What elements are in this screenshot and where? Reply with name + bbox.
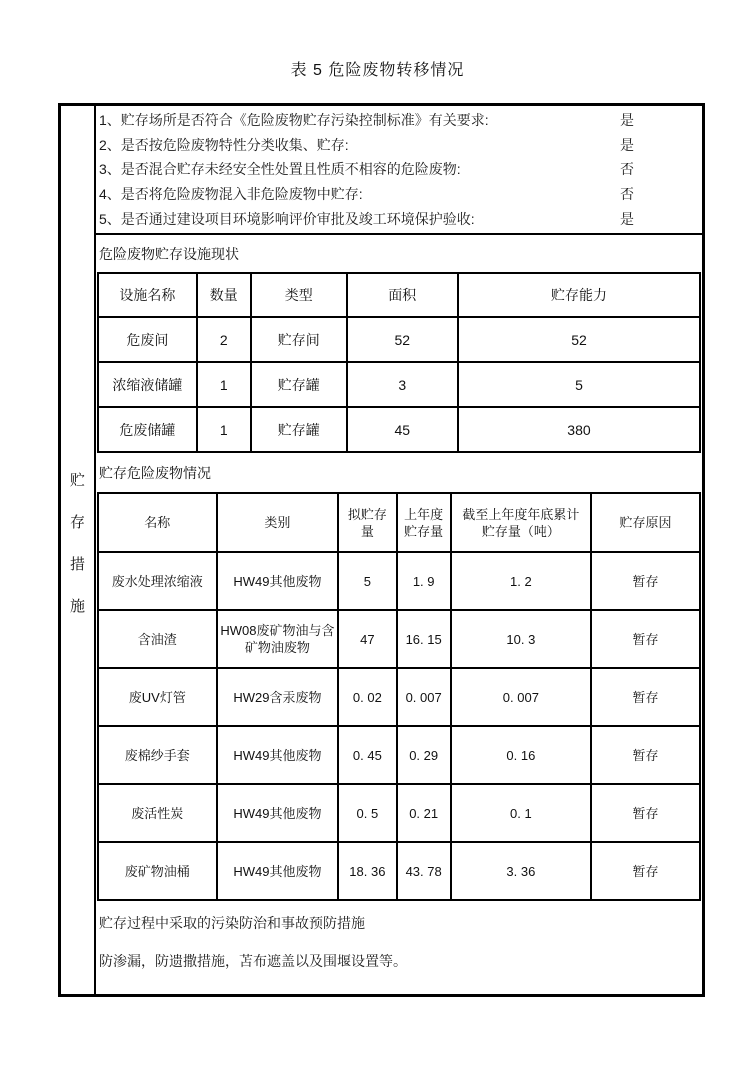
table-cell: 52 <box>347 317 458 362</box>
checklist-question: 5、是否通过建设项目环境影响评价审批及竣工环境保护验收: <box>99 210 475 227</box>
table-cell: 废活性炭 <box>98 784 217 842</box>
column-header: 截至上年度年底累计贮存量（吨） <box>451 493 591 552</box>
sidebar-char: 存 <box>69 513 85 531</box>
table-cell: 废水处理浓缩液 <box>98 552 217 610</box>
table-cell: 47 <box>338 610 396 668</box>
checklist-item <box>99 137 702 153</box>
table-row <box>98 726 700 784</box>
facilities-header-row <box>98 273 700 317</box>
table-row <box>98 362 700 407</box>
table-cell: 贮存间 <box>251 317 347 362</box>
table-cell: 0. 007 <box>451 668 591 726</box>
table-cell: 16. 15 <box>397 610 451 668</box>
table-main-area <box>96 106 702 994</box>
facilities-section-label: 危险废物贮存设施现状 <box>99 245 239 262</box>
table-cell: 危废间 <box>98 317 197 362</box>
compliance-checklist <box>96 106 702 235</box>
table-cell: 贮存罐 <box>251 362 347 407</box>
table-cell: 0. 1 <box>451 784 591 842</box>
checklist-item <box>99 211 702 227</box>
table-cell: 暂存 <box>591 784 700 842</box>
table-cell: 1 <box>197 407 251 452</box>
table-row <box>98 668 700 726</box>
facilities-table <box>97 272 701 453</box>
table-cell: 0. 5 <box>338 784 396 842</box>
prevention-measures-section <box>96 901 702 994</box>
table-cell: 暂存 <box>591 726 700 784</box>
column-header: 名称 <box>98 493 217 552</box>
table-cell: 废矿物油桶 <box>98 842 217 900</box>
table-row <box>98 610 700 668</box>
table-cell: HW49其他废物 <box>217 842 339 900</box>
stored-waste-table <box>97 492 701 901</box>
column-header: 面积 <box>347 273 458 317</box>
checklist-item <box>99 161 702 177</box>
column-header: 拟贮存量 <box>338 493 396 552</box>
table-cell: HW08废矿物油与含矿物油废物 <box>217 610 339 668</box>
table-cell: 43. 78 <box>397 842 451 900</box>
table-cell: 380 <box>458 407 700 452</box>
table-cell: 1. 9 <box>397 552 451 610</box>
checklist-question: 1、贮存场所是否符合《危险废物贮存污染控制标准》有关要求: <box>99 112 489 129</box>
table-row <box>98 784 700 842</box>
checklist-answer: 是 <box>620 112 634 129</box>
table-cell: 废棉纱手套 <box>98 726 217 784</box>
table-cell: 暂存 <box>591 842 700 900</box>
checklist-item <box>99 112 702 128</box>
sidebar-char: 贮 <box>69 471 85 489</box>
table-cell: 0. 16 <box>451 726 591 784</box>
measures-content: 防渗漏，防遗撒措施，苫布遮盖以及围堰设置等。 <box>99 953 407 969</box>
checklist-answer: 是 <box>620 136 634 153</box>
table-row <box>98 552 700 610</box>
table-cell: 10. 3 <box>451 610 591 668</box>
table-cell: 52 <box>458 317 700 362</box>
checklist-question: 4、是否将危险废物混入非危险废物中贮存: <box>99 186 363 203</box>
table-row <box>98 317 700 362</box>
checklist-item <box>99 186 702 202</box>
hazardous-waste-table <box>58 103 705 997</box>
table-cell: 暂存 <box>591 552 700 610</box>
column-header: 数量 <box>197 273 251 317</box>
table-cell: HW29含汞废物 <box>217 668 339 726</box>
table-cell: 浓缩液储罐 <box>98 362 197 407</box>
table-cell: 45 <box>347 407 458 452</box>
table-cell: 0. 29 <box>397 726 451 784</box>
sidebar-char: 施 <box>69 597 85 615</box>
table-cell: 暂存 <box>591 668 700 726</box>
table-cell: HW49其他废物 <box>217 552 339 610</box>
table-cell: HW49其他废物 <box>217 726 339 784</box>
table-cell: HW49其他废物 <box>217 784 339 842</box>
table-cell: 5 <box>338 552 396 610</box>
checklist-question: 2、是否按危险废物特性分类收集、贮存: <box>99 136 349 153</box>
page-title: 表 5 危险废物转移情况 <box>290 62 465 79</box>
table-row <box>98 842 700 900</box>
table-cell: 3 <box>347 362 458 407</box>
table-cell: 1 <box>197 362 251 407</box>
sidebar-char: 措 <box>69 555 85 573</box>
table-cell: 1. 2 <box>451 552 591 610</box>
column-header: 类型 <box>251 273 347 317</box>
table-cell: 危废储罐 <box>98 407 197 452</box>
table-cell: 5 <box>458 362 700 407</box>
column-header: 上年度贮存量 <box>397 493 451 552</box>
table-cell: 暂存 <box>591 610 700 668</box>
row-header-storage-measures <box>61 106 96 994</box>
waste-header-row <box>98 493 700 552</box>
table-cell: 废UV灯管 <box>98 668 217 726</box>
table-cell: 0. 007 <box>397 668 451 726</box>
checklist-answer: 否 <box>620 161 634 178</box>
table-cell: 含油渣 <box>98 610 217 668</box>
table-cell: 18. 36 <box>338 842 396 900</box>
table-cell: 0. 21 <box>397 784 451 842</box>
table-cell: 0. 45 <box>338 726 396 784</box>
table-row <box>98 407 700 452</box>
measures-title: 贮存过程中采取的污染防治和事故预防措施 <box>99 915 365 931</box>
checklist-question: 3、是否混合贮存未经安全性处置且性质不相容的危险废物: <box>99 161 461 178</box>
storage-section-label: 贮存危险废物情况 <box>99 464 211 481</box>
table-cell: 贮存罐 <box>251 407 347 452</box>
column-header: 设施名称 <box>98 273 197 317</box>
column-header: 类别 <box>217 493 339 552</box>
checklist-answer: 是 <box>620 210 634 227</box>
column-header: 贮存原因 <box>591 493 700 552</box>
table-cell: 2 <box>197 317 251 362</box>
column-header: 贮存能力 <box>458 273 700 317</box>
table-cell: 3. 36 <box>451 842 591 900</box>
checklist-answer: 否 <box>620 186 634 203</box>
table-cell: 0. 02 <box>338 668 396 726</box>
